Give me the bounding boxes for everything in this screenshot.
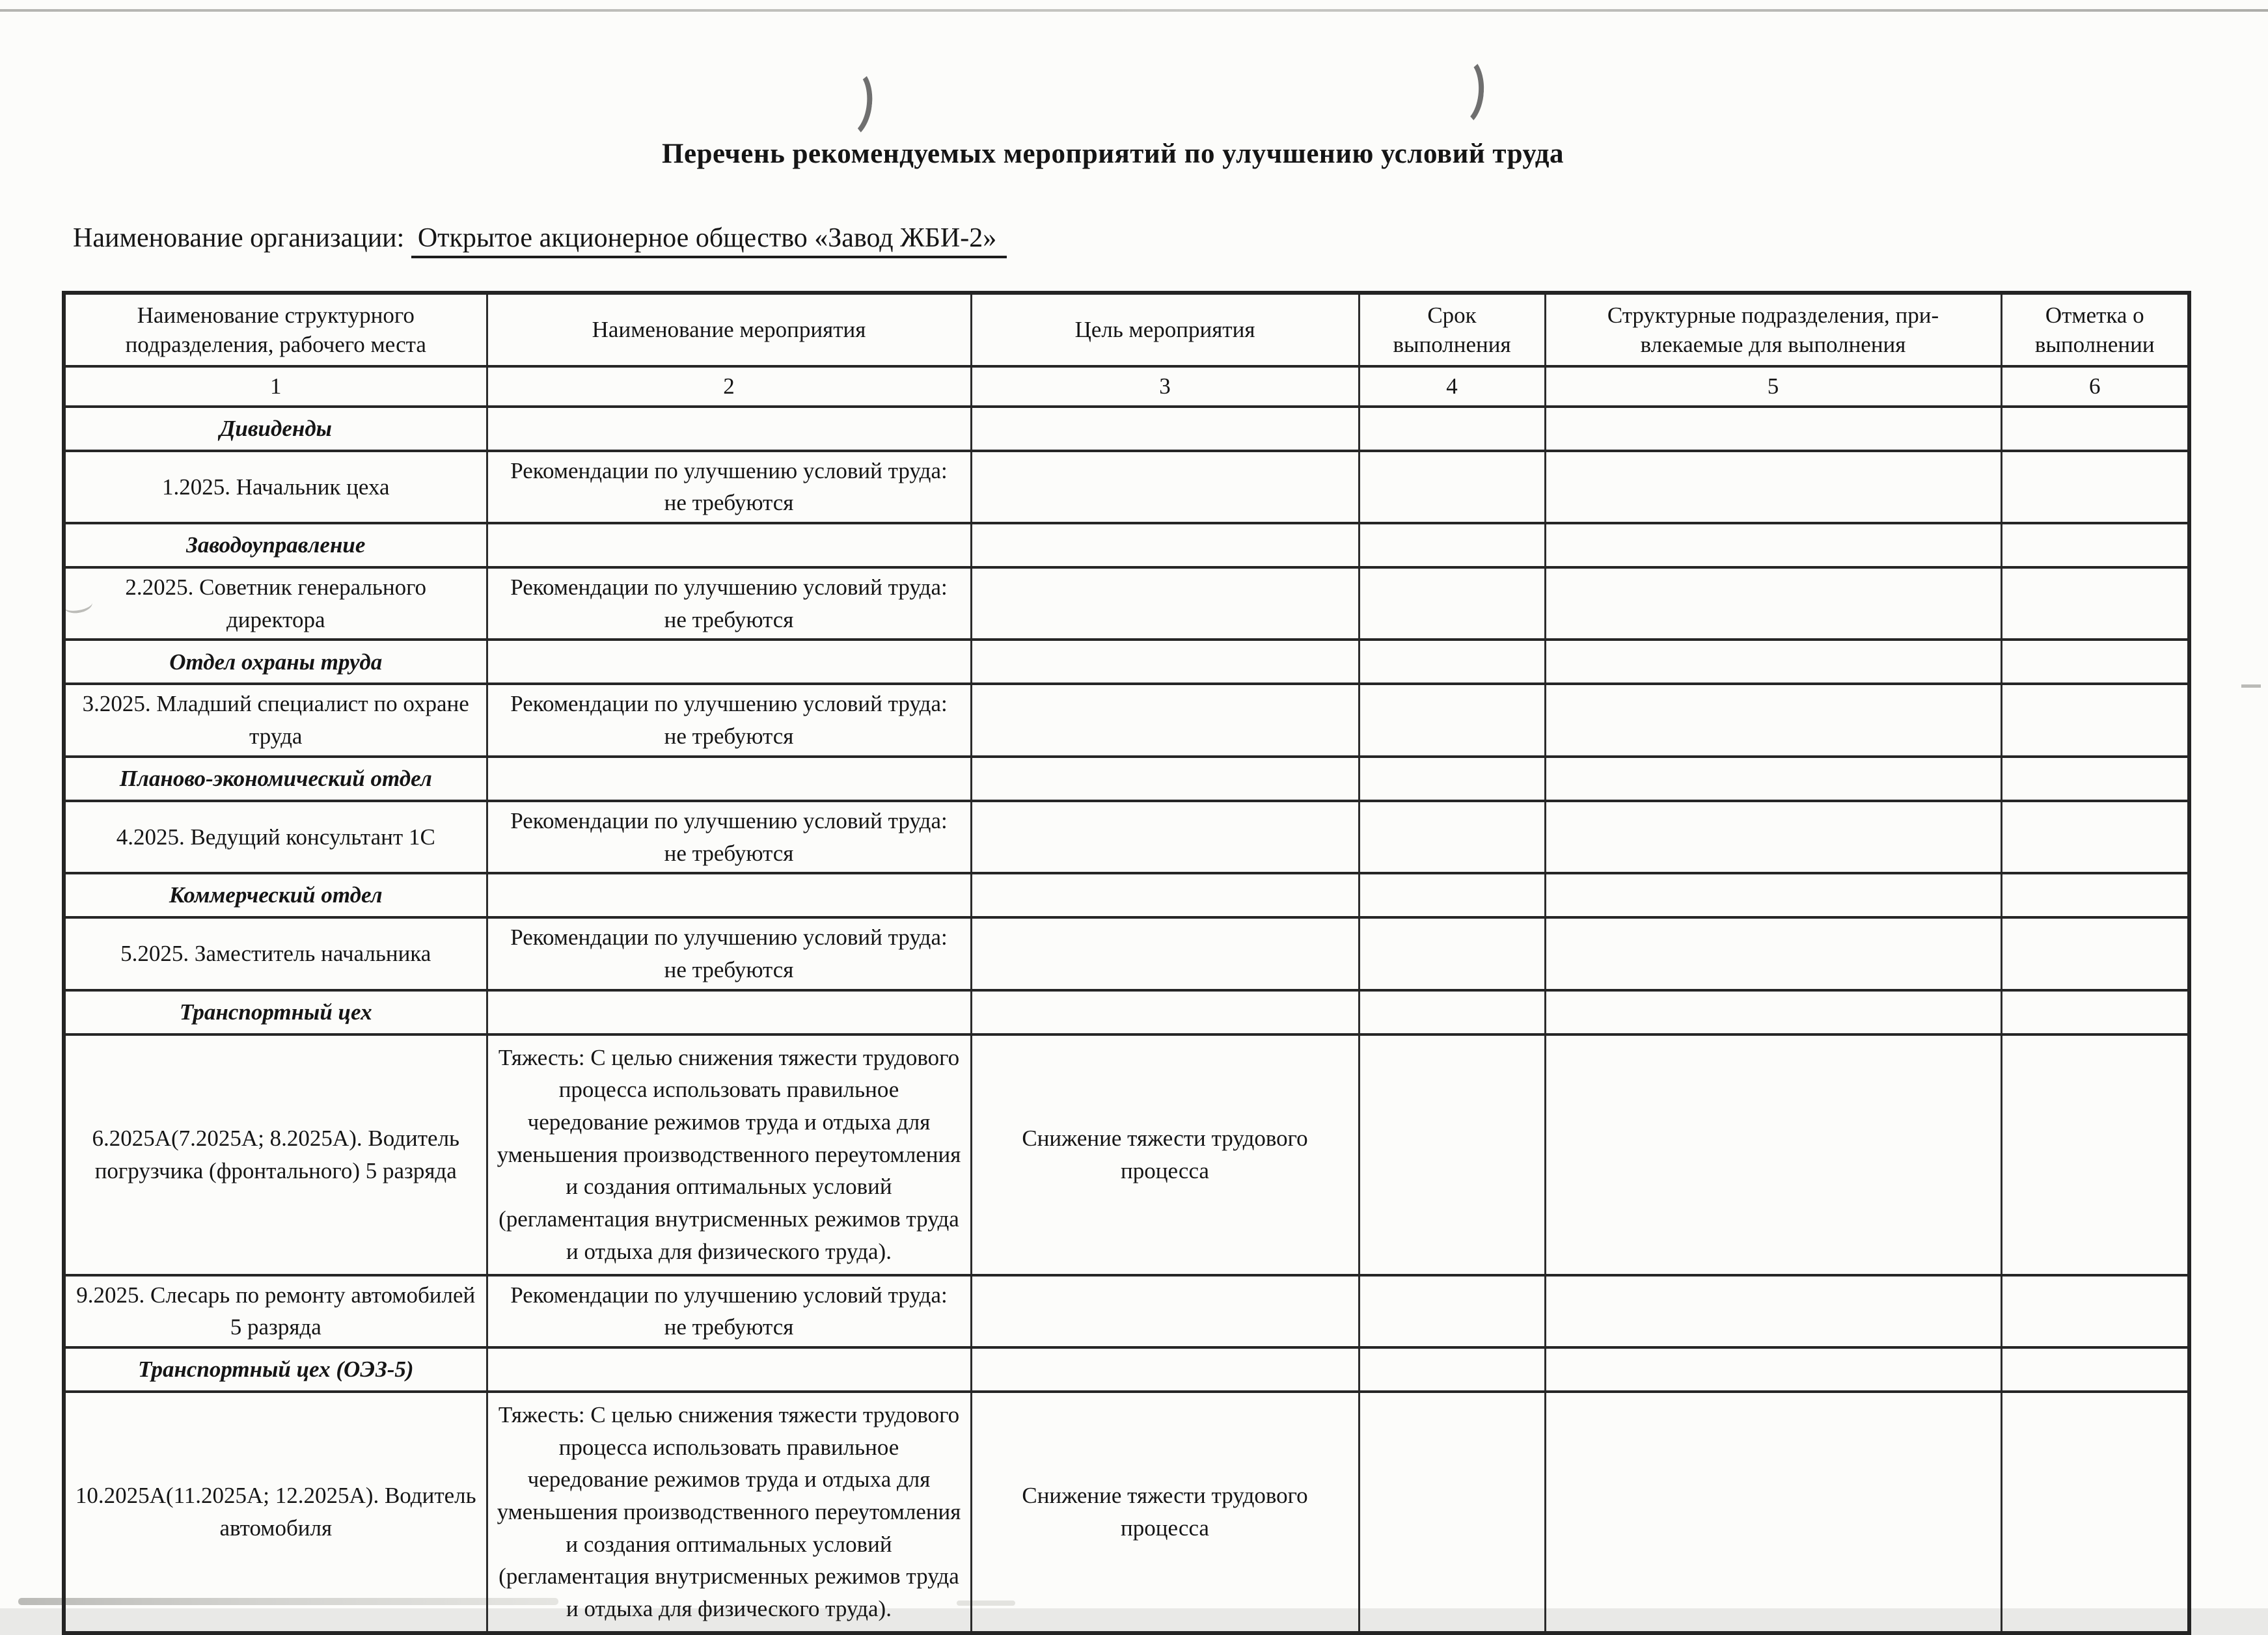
column-number: 5 — [1545, 366, 2001, 407]
section-title-cell: Планово-экономический отдел — [64, 757, 487, 801]
goal-cell — [971, 451, 1359, 523]
empty-goal-cell — [971, 407, 1359, 451]
section-row — [64, 873, 2189, 917]
empty-involved-cell — [1545, 407, 2001, 451]
completion-mark-cell — [2001, 917, 2189, 990]
table-row — [64, 451, 2189, 523]
empty-goal-cell — [971, 523, 1359, 567]
workplace-cell: 1.2025. Начальник цеха — [64, 451, 487, 523]
empty-measure-cell — [487, 757, 971, 801]
column-number: 6 — [2001, 366, 2189, 407]
empty-deadline-cell — [1359, 523, 1545, 567]
goal-cell — [971, 1275, 1359, 1347]
completion-mark-cell — [2001, 1034, 2189, 1275]
deadline-cell — [1359, 917, 1545, 990]
goal-cell — [971, 801, 1359, 873]
empty-deadline-cell — [1359, 407, 1545, 451]
workplace-cell: 6.2025А(7.2025А; 8.2025А). Водитель погрузчика (фронтального) 5 разряда — [64, 1034, 487, 1275]
table-row — [64, 1275, 2189, 1347]
empty-goal-cell — [971, 873, 1359, 917]
involved-cell — [1545, 451, 2001, 523]
section-row — [64, 640, 2189, 684]
section-title-cell: Отдел охраны труда — [64, 640, 487, 684]
empty-deadline-cell — [1359, 873, 1545, 917]
measure-cell: Тяжесть: С целью снижения тяжести трудового процесса использовать правильное чередование режимов труда и отдыха для уменьшения производственного переутомления и создания оптимальных условий (регламентация внутрисменных режимов труда и отдыха для физического труда). — [487, 1392, 971, 1633]
empty-completion-cell — [2001, 1347, 2189, 1392]
measure-cell: Рекомендации по улучшению условий труда: не требуются — [487, 567, 971, 640]
deadline-cell — [1359, 451, 1545, 523]
empty-deadline-cell — [1359, 1347, 1545, 1392]
involved-cell — [1545, 1392, 2001, 1633]
deadline-cell — [1359, 1275, 1545, 1347]
involved-cell — [1545, 1275, 2001, 1347]
header-deadline: Срок выполнения — [1359, 293, 1545, 366]
section-row — [64, 523, 2189, 567]
empty-measure-cell — [487, 1347, 971, 1392]
section-row — [64, 1347, 2189, 1392]
empty-completion-cell — [2001, 873, 2189, 917]
header-completion: Отметка о выполнении — [2001, 293, 2189, 366]
completion-mark-cell — [2001, 567, 2189, 640]
goal-cell: Снижение тяжести трудового процесса — [971, 1034, 1359, 1275]
goal-cell — [971, 917, 1359, 990]
empty-involved-cell — [1545, 1347, 2001, 1392]
section-title-cell: Транспортный цех (ОЭЗ-5) — [64, 1347, 487, 1392]
section-title-cell: Коммерческий отдел — [64, 873, 487, 917]
workplace-cell: 4.2025. Ведущий консультант 1С — [64, 801, 487, 873]
workplace-cell: 2.2025. Советник генерального директора — [64, 567, 487, 640]
deadline-cell — [1359, 801, 1545, 873]
organization-line — [73, 223, 1007, 254]
column-number: 4 — [1359, 366, 1545, 407]
section-title-cell: Транспортный цех — [64, 990, 487, 1034]
deadline-cell — [1359, 567, 1545, 640]
table-row — [64, 567, 2189, 640]
header-workplace: Наименование структурного подразделения, рабочего места — [64, 293, 487, 366]
empty-measure-cell — [487, 640, 971, 684]
measures-table-body — [64, 407, 2189, 1633]
workplace-cell: 9.2025. Слесарь по ремонту автомобилей 5 разряда — [64, 1275, 487, 1347]
empty-deadline-cell — [1359, 757, 1545, 801]
deadline-cell — [1359, 684, 1545, 756]
completion-mark-cell — [2001, 801, 2189, 873]
section-row — [64, 990, 2189, 1034]
empty-completion-cell — [2001, 640, 2189, 684]
empty-involved-cell — [1545, 523, 2001, 567]
empty-goal-cell — [971, 640, 1359, 684]
organization-name-value: Открытое акционерное общество «Завод ЖБИ-2» — [411, 223, 1007, 258]
workplace-cell: 3.2025. Младший специалист по охране труда — [64, 684, 487, 756]
column-number: 3 — [971, 366, 1359, 407]
column-number-row — [64, 366, 2189, 407]
deadline-cell — [1359, 1034, 1545, 1275]
column-number: 2 — [487, 366, 971, 407]
column-number: 1 — [64, 366, 487, 407]
section-title-cell: Заводоуправление — [64, 523, 487, 567]
empty-measure-cell — [487, 873, 971, 917]
measure-cell: Рекомендации по улучшению условий труда: не требуются — [487, 451, 971, 523]
completion-mark-cell — [2001, 1275, 2189, 1347]
header-involved: Структурные подразделения, при- влекаемые для выполнения — [1545, 293, 2001, 366]
table-row — [64, 917, 2189, 990]
involved-cell — [1545, 684, 2001, 756]
completion-mark-cell — [2001, 451, 2189, 523]
section-row — [64, 757, 2189, 801]
goal-cell: Снижение тяжести трудового процесса — [971, 1392, 1359, 1633]
involved-cell — [1545, 917, 2001, 990]
header-goal: Цель мероприятия — [971, 293, 1359, 366]
workplace-cell: 5.2025. Заместитель начальника — [64, 917, 487, 990]
scan-dash-artifact — [2241, 684, 2261, 688]
table-row — [64, 1034, 2189, 1275]
measure-cell: Рекомендации по улучшению условий труда: не требуются — [487, 917, 971, 990]
empty-measure-cell — [487, 990, 971, 1034]
section-row — [64, 407, 2189, 451]
empty-measure-cell — [487, 523, 971, 567]
completion-mark-cell — [2001, 1392, 2189, 1633]
empty-goal-cell — [971, 990, 1359, 1034]
involved-cell — [1545, 1034, 2001, 1275]
deadline-cell — [1359, 1392, 1545, 1633]
completion-mark-cell — [2001, 684, 2189, 756]
empty-involved-cell — [1545, 757, 2001, 801]
empty-involved-cell — [1545, 990, 2001, 1034]
empty-involved-cell — [1545, 640, 2001, 684]
empty-involved-cell — [1545, 873, 2001, 917]
goal-cell — [971, 567, 1359, 640]
scan-crescent-artifact-left — [824, 64, 875, 141]
empty-completion-cell — [2001, 990, 2189, 1034]
empty-completion-cell — [2001, 757, 2189, 801]
involved-cell — [1545, 801, 2001, 873]
empty-goal-cell — [971, 757, 1359, 801]
scan-crescent-artifact-right — [1437, 53, 1486, 129]
empty-deadline-cell — [1359, 640, 1545, 684]
involved-cell — [1545, 567, 2001, 640]
header-measure: Наименование мероприятия — [487, 293, 971, 366]
table-row — [64, 684, 2189, 756]
header-row — [64, 293, 2189, 366]
scan-edge-line — [0, 9, 2268, 12]
empty-deadline-cell — [1359, 990, 1545, 1034]
table-row — [64, 801, 2189, 873]
empty-completion-cell — [2001, 523, 2189, 567]
goal-cell — [971, 684, 1359, 756]
measure-cell: Рекомендации по улучшению условий труда: не требуются — [487, 801, 971, 873]
table-row — [64, 1392, 2189, 1633]
section-title-cell: Дивиденды — [64, 407, 487, 451]
workplace-cell: 10.2025А(11.2025А; 12.2025А). Водитель автомобиля — [64, 1392, 487, 1633]
measures-table — [62, 291, 2191, 1635]
measure-cell: Тяжесть: С целью снижения тяжести трудового процесса использовать правильное чередование режимов труда и отдыха для уменьшения производственного переутомления и создания оптимальных условий (регламентация внутрисменных режимов труда и отдыха для физического труда). — [487, 1034, 971, 1275]
measure-cell: Рекомендации по улучшению условий труда: не требуются — [487, 1275, 971, 1347]
empty-completion-cell — [2001, 407, 2189, 451]
empty-goal-cell — [971, 1347, 1359, 1392]
document-title: Перечень рекомендуемых мероприятий по улучшению условий труда — [662, 139, 1564, 169]
measure-cell: Рекомендации по улучшению условий труда: не требуются — [487, 684, 971, 756]
measures-table-head — [64, 293, 2189, 407]
organization-label: Наименование организации: — [73, 223, 405, 253]
empty-measure-cell — [487, 407, 971, 451]
